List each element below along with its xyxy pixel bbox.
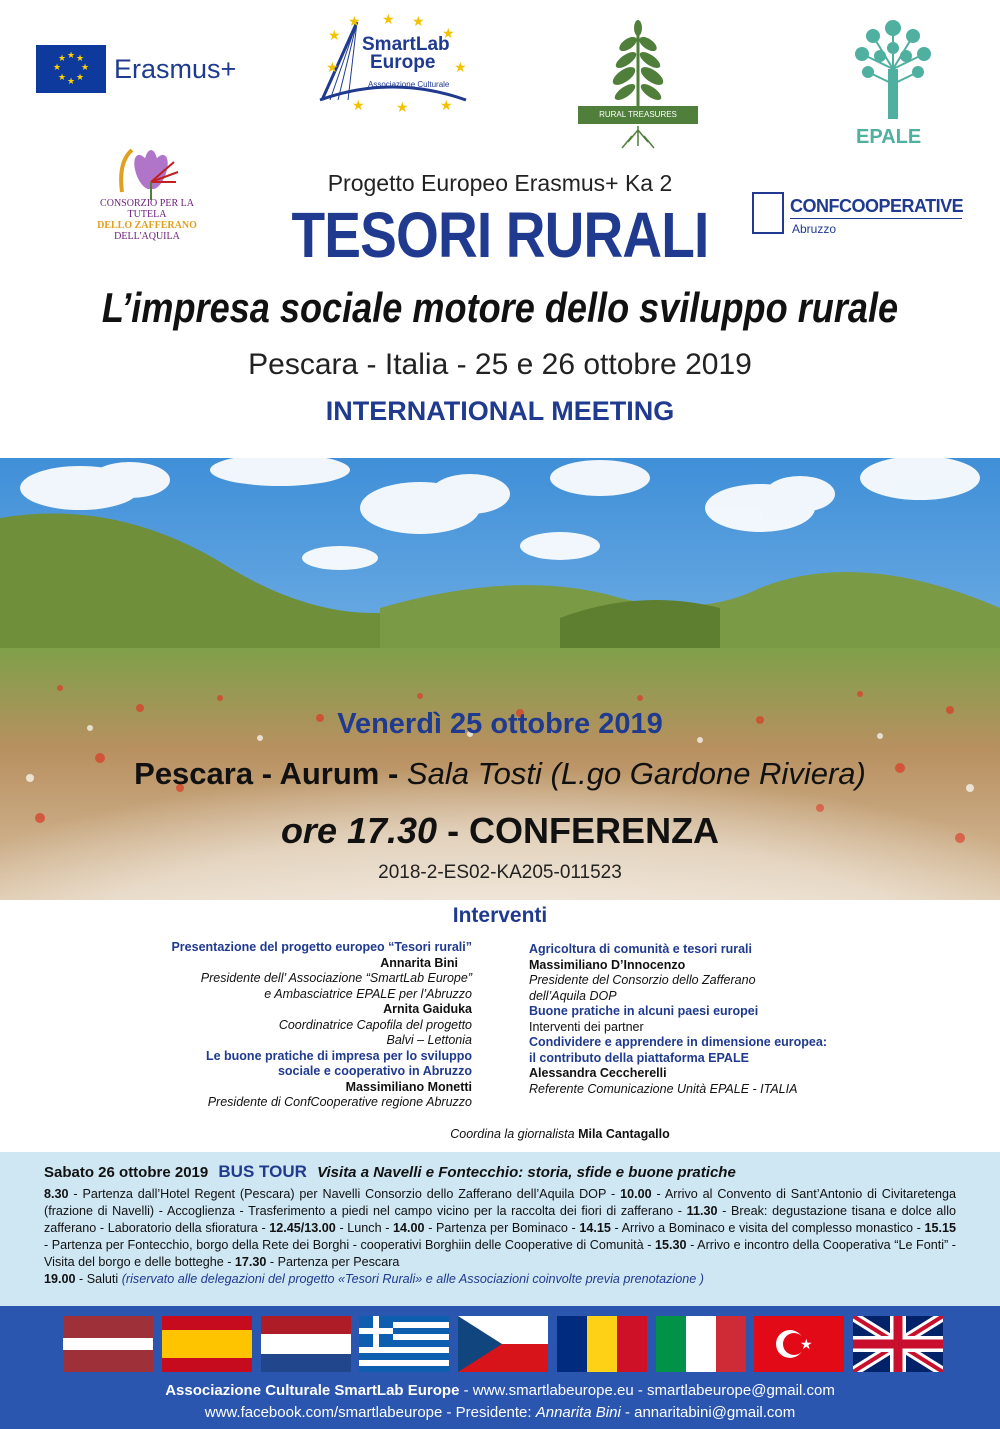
speaker-name: Massimiliano Monetti [345, 1079, 472, 1094]
speaker-role: dell’Aquila DOP [529, 988, 617, 1003]
schedule-text: - Partenza per Bominaco - [424, 1221, 580, 1235]
smartlab-europe-logo [312, 12, 474, 112]
moderator-line [0, 1127, 1000, 1141]
smartlab-sub: Associazione Culturale [368, 80, 450, 89]
zafferano-line-3: DELL'AQUILA [114, 231, 180, 242]
smartlab-name: SmartLab [362, 34, 450, 55]
talk-heading: Buone pratiche in alcuni paesi europei [529, 1004, 759, 1018]
conference-date: Venerdì 25 ottobre 2019 [337, 708, 663, 740]
schedule-text: - Arrivo al Convento di Sant’Antonio di Civitaretenga (frazione di Navelli) - Accoglienza - Trasferimento a piedi nel campo vicino per la raccolta dei fiori di zafferano - [44, 1187, 956, 1218]
project-code: 2018-2-ES02-KA205-011523 [378, 862, 622, 883]
moderator-name: Mila Cantagallo [578, 1127, 670, 1141]
greece-flag-icon [359, 1316, 449, 1372]
talk-heading: Agricoltura di comunità e tesori rurali [529, 942, 752, 956]
schedule-text: - Arrivo a Bominaco e visita del complesso monastico - [610, 1221, 925, 1235]
speaker-role: Presidente dell’ Associazione “SmartLab Europe” [200, 971, 472, 985]
schedule-text: - Lunch - [335, 1221, 394, 1235]
speaker-role: e Ambasciatrice EPALE per l’Abruzzo [264, 986, 472, 1001]
speaker-role: Presidente di ConfCooperative regione Abruzzo [207, 1095, 472, 1109]
schedule-time: 10.00 [620, 1187, 652, 1201]
erasmus-logo [36, 45, 236, 93]
schedule-text: - Partenza per Pescara [266, 1255, 400, 1269]
epale-text: EPALE [856, 126, 922, 148]
footer-social-line [0, 1404, 1000, 1421]
spain-flag-icon [162, 1316, 252, 1372]
confcooperative-name: CONFCOOPERATIVE [790, 196, 964, 216]
schedule-time: 17.30 [234, 1255, 267, 1269]
speaker-role: Presidente del Consorzio dello Zafferano [529, 973, 756, 987]
schedule-time: 8.30 [44, 1187, 69, 1201]
schedule-time: 14.00 [393, 1221, 425, 1235]
conference-time [0, 810, 1000, 852]
venue-room: Sala Tosti (L.go Gardone Riviera) [406, 756, 866, 791]
bus-tour-schedule [44, 1186, 956, 1288]
talk-heading: sociale e cooperativo in Abruzzo [277, 1064, 472, 1078]
page-subtitle: L’impresa sociale motore dello sviluppo rurale [101, 284, 899, 331]
svg-text:★: ★ [348, 13, 361, 29]
bus-tour-title: Visita a Navelli e Fontecchio: storia, sfide e buone pratiche [317, 1164, 736, 1181]
romania-flag-icon [557, 1316, 647, 1372]
svg-text:★: ★ [412, 13, 425, 29]
talk-heading: Presentazione del progetto europeo “Tesori rurali” [171, 940, 472, 954]
speaker-role: Balvi – Lettonia [386, 1033, 472, 1047]
footer-email[interactable]: - annaritabini@gmail.com [620, 1404, 796, 1421]
bus-tour-label: BUS TOUR [218, 1162, 307, 1181]
project-line: Progetto Europeo Erasmus+ Ka 2 [327, 170, 673, 196]
svg-text:★: ★ [328, 27, 341, 43]
speaker-name: Annarita Bini [380, 955, 458, 970]
landscape-photo [0, 458, 1000, 900]
svg-text:★: ★ [800, 1337, 813, 1353]
footer [0, 1306, 1000, 1429]
schedule-text: - Partenza dall’Hotel Regent (Pescara) per Navelli Consorzio dello Zafferano dell’Aquila DOP - [68, 1187, 621, 1201]
confcooperative-region: Abruzzo [792, 222, 837, 236]
bus-tour-date: Sabato 26 ottobre 2019 [44, 1164, 209, 1181]
eu-flag-icon: ★ ★ ★ ★ ★ ★ ★ ★ [36, 45, 106, 93]
interventi-right-column [529, 942, 929, 1097]
speaker-name: Alessandra Ceccherelli [529, 1066, 667, 1080]
rural-treasures-logo [578, 14, 698, 154]
zafferano-line-2: DELLO ZAFFERANO [97, 220, 197, 231]
uk-flag-icon [853, 1316, 943, 1372]
bus-tour-section [0, 1152, 1000, 1306]
erasmus-text: Erasmus+ [114, 53, 237, 84]
rural-treasures-text: RURAL TREASURES [578, 106, 698, 124]
page-title: TESORI RURALI [291, 199, 709, 271]
talk-heading: il contributo della piattaforma EPALE [529, 1050, 749, 1065]
schedule-text: - Arrivo e incontro della Cooperativa “Le Fonti” - Visita del borgo e delle botteghe - [44, 1238, 956, 1269]
svg-text:★: ★ [396, 99, 409, 112]
schedule-text: - Saluti [75, 1272, 122, 1286]
latvia-flag-icon [63, 1316, 153, 1372]
schedule-time: 15.30 [655, 1238, 687, 1252]
schedule-text: - Partenza per Fontecchio, borgo della Rete dei Borghi - cooperativi Borghiin delle Cooperative di Comunità - [44, 1238, 656, 1252]
epale-logo [848, 14, 938, 154]
smartlab-name-2: Europe [370, 52, 436, 73]
footer-facebook[interactable]: www.facebook.com/smartlabeurope - Presidente: [204, 1404, 536, 1421]
partner-flags [63, 1316, 943, 1374]
italy-flag-icon [656, 1316, 746, 1372]
turkey-flag-icon [754, 1316, 844, 1372]
interventi-title: Interventi [452, 904, 548, 927]
schedule-text: - Break: degustazione tisana e dolce allo zafferano - Laboratorio della sfioratura - [44, 1204, 957, 1235]
conference-hour: ore 17.30 [280, 810, 438, 851]
talk-text: Interventi dei partner [529, 1019, 644, 1034]
bus-tour-note: (riservato alle delegazioni del progetto «Tesori Rurali» e alle Associazioni coinvolte previa prenotazione ) [121, 1272, 704, 1286]
footer-contact-line [0, 1382, 1000, 1399]
czech-flag-icon [458, 1316, 548, 1372]
epale-tree-icon [848, 14, 938, 124]
svg-text:★: ★ [440, 97, 453, 112]
footer-org: Associazione Culturale SmartLab Europe [165, 1382, 460, 1399]
netherlands-flag-icon [261, 1316, 351, 1372]
meeting-label: INTERNATIONAL MEETING [325, 396, 675, 426]
svg-text:★: ★ [352, 97, 365, 112]
schedule-time: 14.15 [579, 1221, 611, 1235]
schedule-time: 11.30 [686, 1204, 718, 1218]
interventi-left-column [80, 940, 472, 1111]
speaker-name: Massimiliano D’Innocenzo [529, 957, 686, 972]
speaker-role: Coordinatrice Capofila del progetto [278, 1017, 472, 1032]
schedule-time: 15.15 [924, 1221, 957, 1235]
talk-heading: Condividere e apprendere in dimensione europea: [529, 1035, 827, 1049]
svg-text:★: ★ [382, 12, 395, 27]
wheat-icon [578, 14, 698, 154]
svg-text:★: ★ [442, 25, 455, 41]
svg-text:★: ★ [454, 59, 467, 75]
conference-venue [0, 756, 1000, 792]
moderator-label: Coordina la giornalista [450, 1127, 579, 1141]
footer-president: Annarita Bini [535, 1404, 621, 1421]
speaker-name: Arnita Gaiduka [383, 1002, 472, 1016]
talk-heading: Le buone pratiche di impresa per lo sviluppo [205, 1048, 472, 1063]
speaker-role: Referente Comunicazione Unità EPALE - ITALIA [529, 1081, 798, 1096]
bus-tour-heading [44, 1162, 956, 1182]
conference-label: - CONFERENZA [437, 810, 720, 851]
zafferano-line-1: CONSORZIO PER LA TUTELA [100, 198, 194, 220]
schedule-time: 19.00 [44, 1272, 76, 1286]
schedule-time: 12.45/13.00 [269, 1221, 336, 1235]
svg-text:★: ★ [326, 59, 339, 75]
footer-website[interactable]: - www.smartlabeurope.eu - smartlabeurope@gmail.com [459, 1382, 835, 1399]
event-date-line: Pescara - Italia - 25 e 26 ottobre 2019 [248, 348, 752, 381]
venue-main: Pescara - Aurum - [134, 756, 407, 791]
